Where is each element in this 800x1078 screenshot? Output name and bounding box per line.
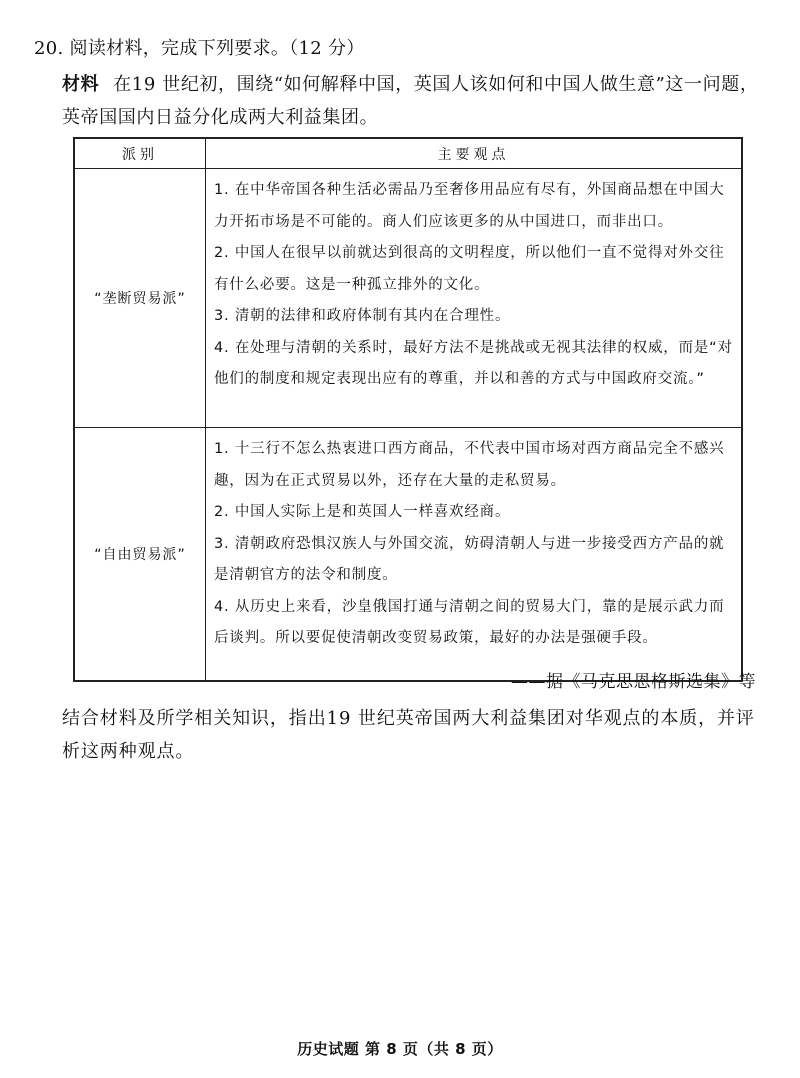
source-citation: ——据《马克思恩格斯选集》等	[511, 672, 756, 692]
views-free-trade	[206, 428, 743, 682]
material-table	[73, 137, 743, 682]
view-item: 2. 中国人在很早以前就达到很高的文明程度，所以他们一直不觉得对外交往有什么必要。这是一种孤立排外的文化。	[214, 245, 725, 293]
view-item: 4. 在处理与清朝的关系时，最好方法不是挑战或无视其法律的权威，而是“对他们的制度和规定表现出应有的尊重，并以和善的方式与中国政府交流。”	[214, 339, 733, 387]
view-item: 3. 清朝的法律和政府体制有其内在合理性。	[214, 308, 511, 324]
views-monopoly-trade	[206, 169, 743, 428]
material-intro	[62, 68, 762, 134]
view-item: 4. 从历史上来看，沙皇俄国打通与清朝之间的贸易大门，靠的是展示武力而后谈判。所以要促使清朝改变贸易政策，最好的办法是强硬手段。	[214, 598, 725, 646]
faction-free-trade: “自由贸易派”	[74, 428, 206, 682]
question-title: 20. 阅读材料，完成下列要求。（12 分）	[34, 38, 365, 59]
table-row	[74, 169, 742, 428]
page-footer: 历史试题 第 8 页（共 8 页）	[297, 1040, 503, 1058]
table-row	[74, 428, 742, 682]
view-item: 2. 中国人实际上是和英国人一样喜欢经商。	[214, 504, 511, 520]
faction-monopoly-trade: “垄断贸易派”	[74, 169, 206, 428]
header-faction: 派别	[74, 138, 206, 169]
material-label: 材料	[62, 74, 100, 95]
table-header-row	[74, 138, 742, 169]
task-prompt: 结合材料及所学相关知识，指出19 世纪英帝国两大利益集团对华观点的本质，并评析这两种观点。	[62, 708, 755, 762]
view-item: 1. 在中华帝国各种生活必需品乃至奢侈用品应有尽有，外国商品想在中国大力开拓市场是不可能的。商人们应该更多的从中国进口，而非出口。	[214, 182, 725, 230]
material-intro-text: 在19 世纪初，围绕“如何解释中国，英国人该如何和中国人做生意”这一问题，英帝国国内日益分化成两大利益集团。	[62, 74, 759, 128]
view-item: 1. 十三行不怎么热衷进口西方商品，不代表中国市场对西方商品完全不感兴趣，因为在正式贸易以外，还存在大量的走私贸易。	[214, 441, 725, 489]
view-item: 3. 清朝政府恐惧汉族人与外国交流，妨碍清朝人与进一步接受西方产品的就是清朝官方的法令和制度。	[214, 535, 725, 583]
header-views: 主要观点	[206, 138, 743, 169]
